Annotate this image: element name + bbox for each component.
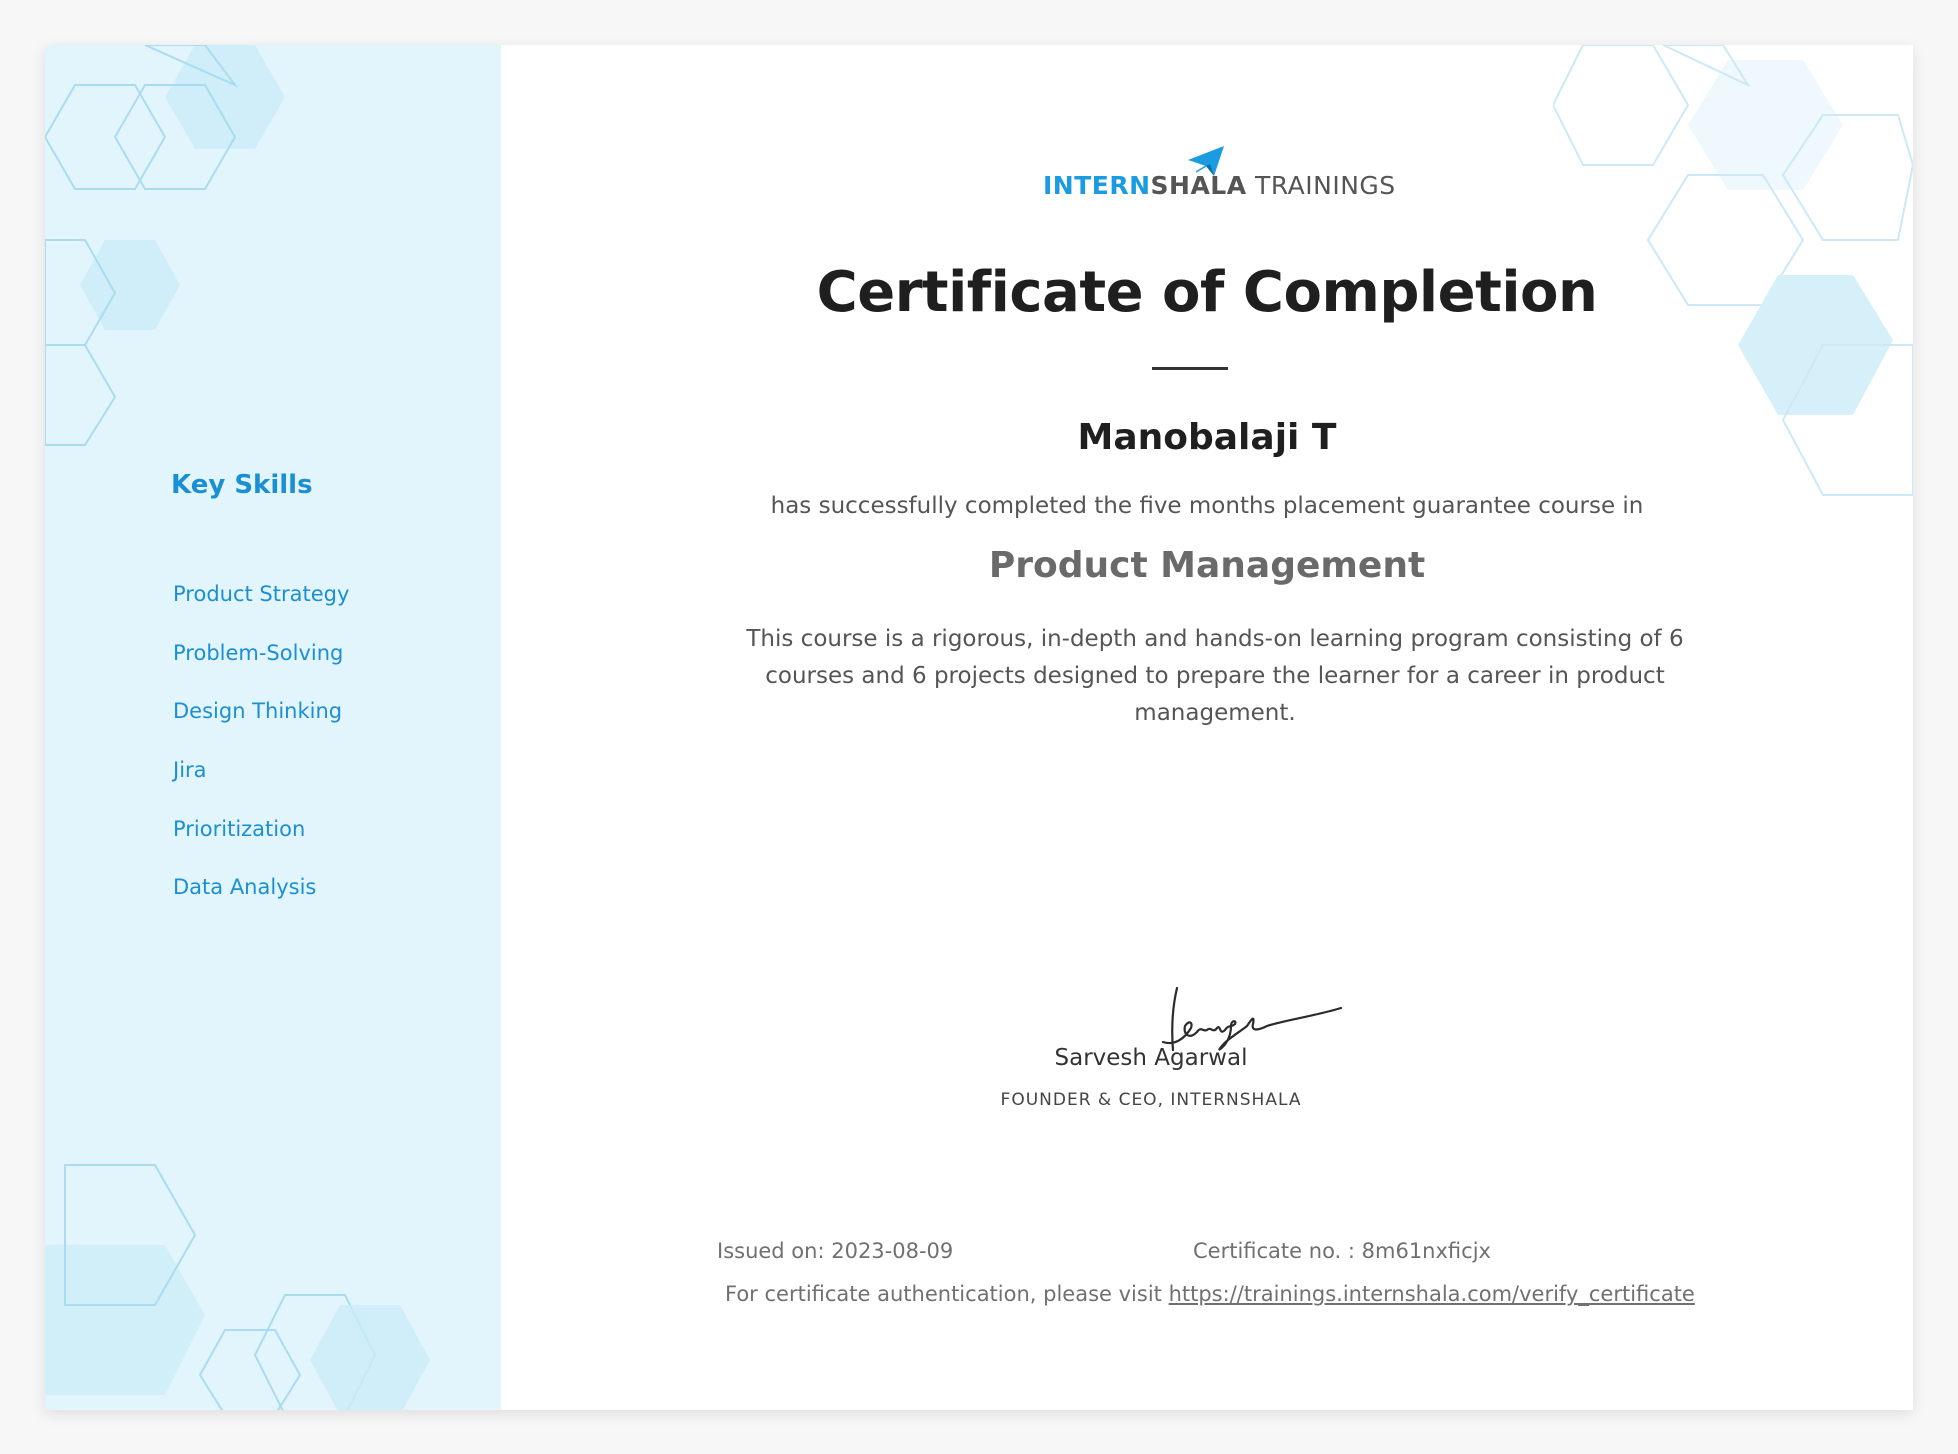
logo-wordmark bbox=[1043, 171, 1396, 200]
course-name: Product Management bbox=[988, 545, 1426, 586]
completion-statement: has successfully completed the five months placement guarantee course in bbox=[770, 493, 1644, 519]
signatory-name: Sarvesh Agarwal bbox=[1054, 1045, 1248, 1071]
logo-intern: INTERN bbox=[1043, 171, 1151, 200]
skills-list bbox=[173, 579, 349, 931]
key-skills-heading: Key Skills bbox=[171, 470, 313, 500]
authentication-note bbox=[725, 1282, 1695, 1306]
skill-item: Problem-Solving bbox=[173, 640, 344, 665]
certificate-title: Certificate of Completion bbox=[816, 260, 1598, 325]
skill-item: Data Analysis bbox=[173, 875, 317, 900]
authentication-text: For certificate authentication, please visit bbox=[725, 1282, 1169, 1306]
skill-item: Design Thinking bbox=[173, 699, 343, 724]
issued-date: Issued on: 2023-08-09 bbox=[717, 1239, 954, 1263]
certificate-number: Certificate no. : 8m61nxficjx bbox=[1193, 1239, 1491, 1263]
recipient-name: Manobalaji T bbox=[1077, 417, 1337, 458]
skill-item: Jira bbox=[173, 758, 207, 783]
title-divider bbox=[1152, 367, 1228, 370]
hexagon-pattern-top bbox=[45, 45, 501, 465]
logo-trainings: TRAININGS bbox=[1255, 171, 1396, 200]
course-description: This course is a rigorous, in-depth and hands-on learning program consisting of 6 courses and 6 projects designed to prepare the learner for a career in product management. bbox=[746, 626, 1684, 726]
skill-item: Prioritization bbox=[173, 816, 306, 841]
certificate-page bbox=[45, 45, 1913, 1410]
skill-item: Product Strategy bbox=[173, 582, 350, 606]
logo-shala: SHALA bbox=[1150, 171, 1247, 200]
skills-sidebar bbox=[45, 45, 501, 1410]
hexagon-pattern-bottom bbox=[45, 1155, 501, 1410]
signatory-role: FOUNDER & CEO, INTERNSHALA bbox=[1000, 1090, 1302, 1110]
internshala-logo bbox=[1043, 103, 1396, 203]
verify-certificate-link[interactable]: https://trainings.internshala.com/verify_certificate bbox=[1168, 1282, 1695, 1306]
